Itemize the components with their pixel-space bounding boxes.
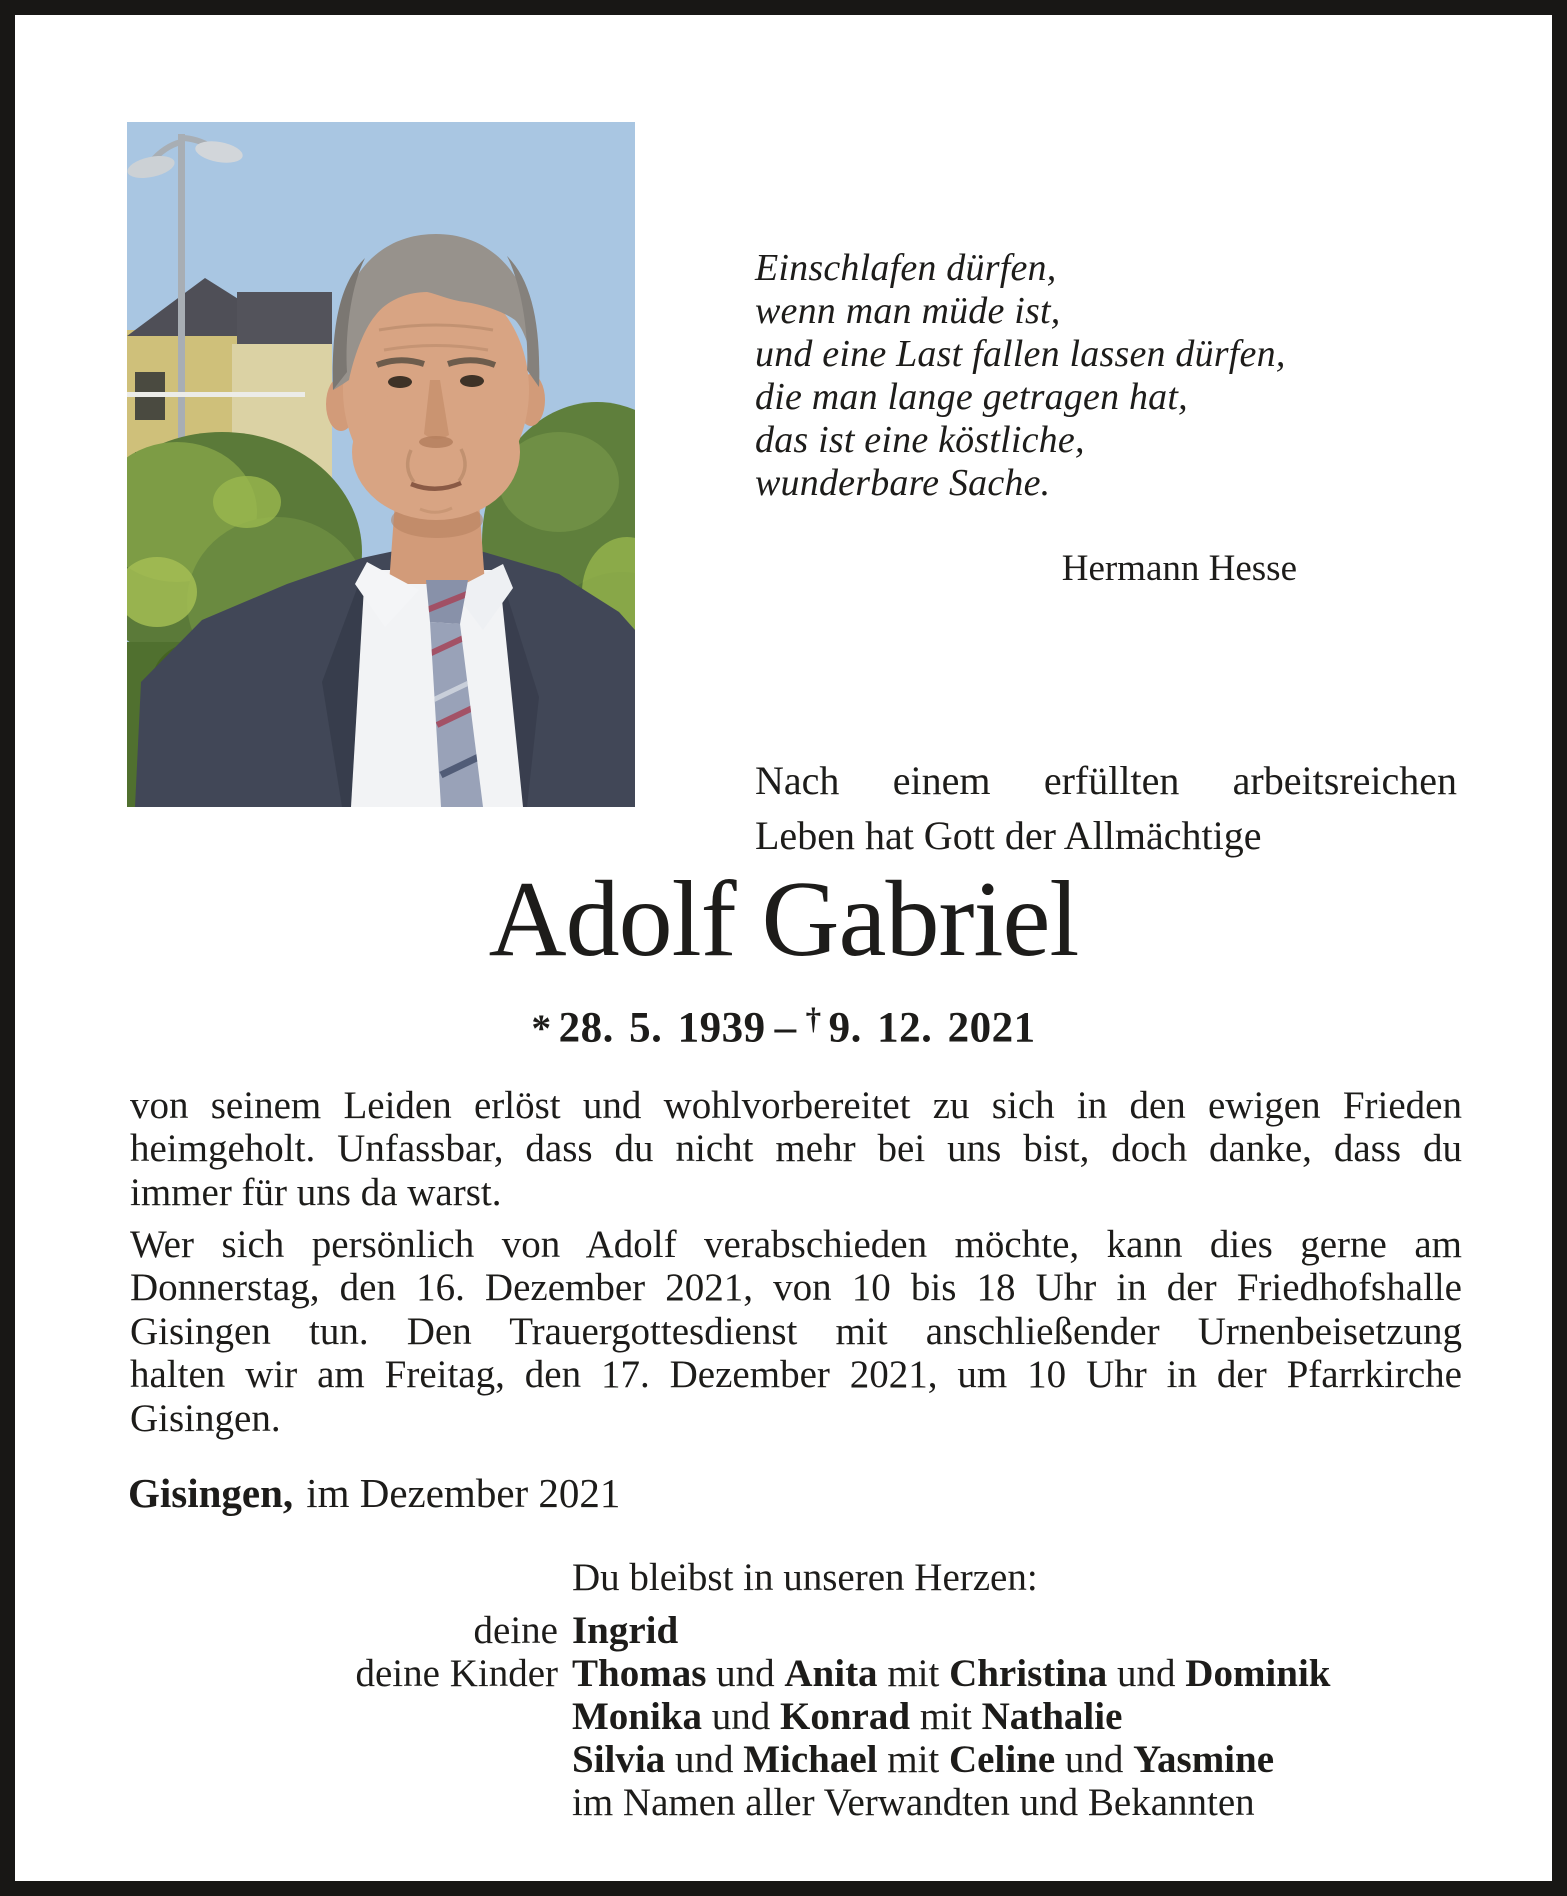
family-name: Thomas: [572, 1652, 707, 1695]
family-name: Konrad: [780, 1695, 911, 1738]
farewell-connector: mit: [877, 1738, 950, 1781]
body-line: halten wir am Freitag, den 17. Dezember 2021, um 10 Uhr in der Pfarrkirche: [130, 1353, 1462, 1397]
birth-star-symbol: *: [531, 1006, 552, 1051]
family-name: Yasmine: [1133, 1738, 1275, 1781]
body-paragraph-1: [130, 1084, 1462, 1214]
dateline-place: Gisingen,: [128, 1470, 294, 1516]
birth-date: 28. 5. 1939: [558, 1004, 766, 1052]
farewell-label: deine: [473, 1609, 558, 1652]
memorial-quote: [755, 247, 1375, 505]
farewell-connector: und: [702, 1695, 781, 1738]
death-cross-symbol: †: [805, 1001, 822, 1036]
deceased-name: Adolf Gabriel: [488, 860, 1079, 979]
quote-line: und eine Last fallen lassen dürfen,: [755, 333, 1286, 375]
quote-line: wenn man müde ist,: [755, 290, 1061, 332]
family-name: Ingrid: [572, 1609, 679, 1652]
farewell-label: [330, 1695, 572, 1738]
portrait-photo-illustration: [127, 122, 635, 807]
family-name: Christina: [949, 1652, 1108, 1695]
farewell-names: [572, 1652, 1330, 1695]
portrait-photo: [127, 122, 635, 807]
dateline: [128, 1470, 620, 1516]
farewell-row: [330, 1738, 1510, 1781]
life-dates: [0, 996, 1567, 1051]
death-date: 9. 12. 2021: [828, 1004, 1036, 1052]
farewell-closing: im Namen aller Verwandten und Bekannten: [572, 1781, 1255, 1824]
farewell-row: [330, 1652, 1510, 1695]
body-paragraph-2: [130, 1223, 1462, 1440]
farewell-connector: und: [706, 1652, 785, 1695]
body-line: heimgeholt. Unfassbar, dass du nicht mehr bei uns bist, doch danke, dass du: [130, 1127, 1462, 1171]
farewell-connector: und: [665, 1738, 744, 1781]
farewell-label: [330, 1738, 572, 1781]
dates-separator: –: [774, 1004, 797, 1052]
body-line: Donnerstag, den 16. Dezember 2021, von 10 bis 18 Uhr in der Friedhofshalle: [130, 1266, 1462, 1310]
family-name: Nathalie: [981, 1695, 1123, 1738]
dateline-date: im Dezember 2021: [306, 1470, 621, 1516]
farewell-label: [330, 1781, 572, 1824]
body-line: Gisingen.: [130, 1396, 281, 1440]
quote-line: Einschlafen dürfen,: [755, 247, 1057, 289]
farewell-connector: mit: [910, 1695, 982, 1738]
body-line: Gisingen tun. Den Trauergottesdienst mit anschließender Urnenbeisetzung: [130, 1309, 1462, 1353]
farewell-names: [572, 1781, 1255, 1824]
farewell-connector: und: [1107, 1652, 1186, 1695]
farewell-connector: und: [1055, 1738, 1134, 1781]
farewell-rows: [330, 1609, 1510, 1824]
intro-line: Leben hat Gott der Allmächtige: [755, 813, 1262, 858]
family-name: Dominik: [1185, 1652, 1331, 1695]
body-line: von seinem Leiden erlöst und wohlvorbereitet zu sich in den ewigen Frieden: [130, 1084, 1462, 1127]
farewell-connector: mit: [877, 1652, 950, 1695]
family-name: Celine: [949, 1738, 1056, 1781]
quote-line: das ist eine köstliche,: [755, 419, 1085, 461]
intro-line: Nach einem erfüllten arbeitsreichen: [755, 758, 1457, 803]
farewell-row: [330, 1695, 1510, 1738]
family-name: Michael: [743, 1738, 878, 1781]
farewell-label: deine Kinder: [355, 1652, 558, 1695]
farewell-names: [572, 1609, 678, 1652]
farewell-names: [572, 1738, 1274, 1781]
family-name: Anita: [784, 1652, 878, 1695]
family-name: Silvia: [572, 1738, 666, 1781]
quote-line: wunderbare Sache.: [755, 462, 1051, 504]
family-name: Monika: [572, 1695, 703, 1738]
body-line: Wer sich persönlich von Adolf verabschieden möchte, kann dies gerne am: [130, 1223, 1462, 1266]
railing-line: [127, 392, 305, 397]
farewell-names: [572, 1695, 1122, 1738]
intro-text: [755, 753, 1457, 863]
farewell-row: [330, 1781, 1510, 1824]
quote-line: die man lange getragen hat,: [755, 376, 1188, 418]
farewell-heading: Du bleibst in unseren Herzen:: [572, 1556, 1038, 1599]
quote-attribution: Hermann Hesse: [1061, 548, 1297, 589]
body-line: immer für uns da warst.: [130, 1170, 502, 1214]
farewell-row: [330, 1609, 1510, 1652]
